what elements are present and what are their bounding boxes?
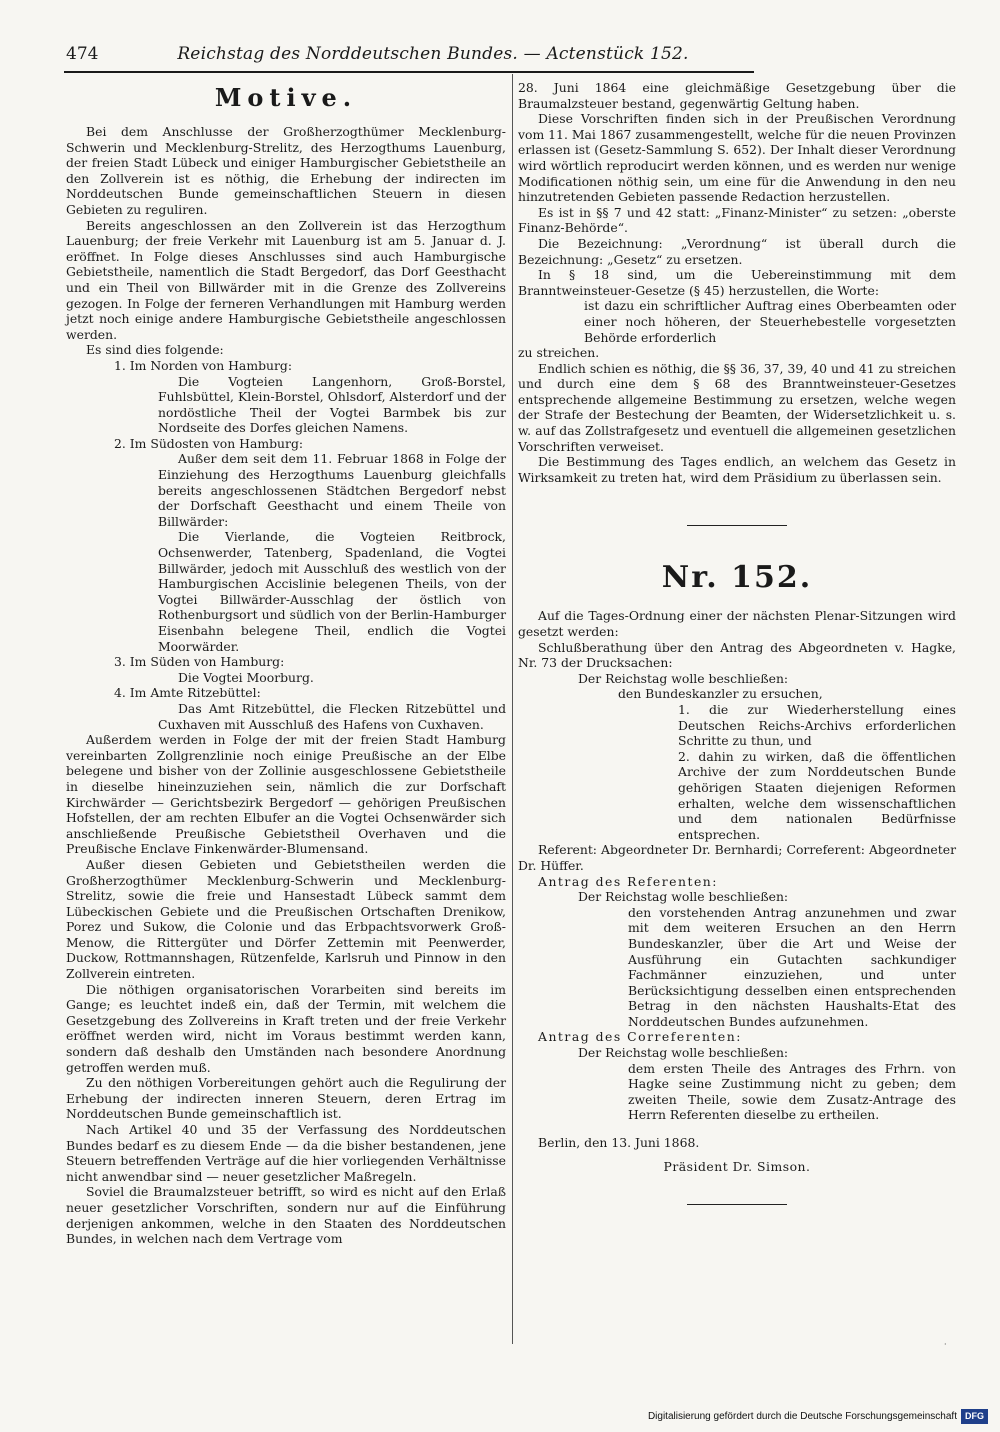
funding-note: Digitalisierung gefördert durch die Deutsche Forschungsgemeinschaft: [647, 1410, 957, 1422]
footer: [604, 1408, 988, 1424]
right-column: [518, 80, 956, 1233]
document-number-heading: Nr. 152.: [661, 560, 813, 596]
paragraph: 28. Juni 1864 eine gleichmäßige Gesetzgebung über die Braumalzsteuer bestand, gegenwärtig Geltung haben.: [518, 80, 956, 111]
speck: ·: [944, 1340, 947, 1349]
paragraph: Nach Artikel 40 und 35 der Verfassung des Norddeutschen Bundes bedarf es zu diesem Ende — da die bisher bestandenen, jene Steuern betreffenden Verträge auf die hier vorliegenden Verhältnisse nicht anwendbar sind — neuer gesetzlicher Maßregeln.: [66, 1122, 506, 1184]
enum-item-body: Die Vierlande, die Vogteien Reitbrock, Ochsenwerder, Tatenberg, Spadenland, die Vogtei Billwärder, jedoch mit Ausschluß des westlich von der Hamburgischen Accislinie belegenen Theils, von der Vogtei Billwärder-Ausschlag der östlich von Rothenburgsort und südlich von der Berlin-Hamburger Eisenbahn belegene Theil, endlich die Vogtei Moorwärder.: [158, 529, 506, 654]
enum-item-body: Die Vogteien Langenhorn, Groß-Borstel, Fuhlsbüttel, Klein-Borstel, Ohlsdorf, Alsterdorf und der nordöstliche Theil der Vogtei Barmbek bis zur Nordseite des Dorfes gleichen Namens.: [158, 373, 506, 436]
paragraph: In § 18 sind, um die Uebereinstimmung mit dem Branntweinsteuer-Gesetze (§ 45) herzustellen, die Worte:: [518, 267, 956, 298]
enum-item-body: Die Vogtei Moorburg.: [178, 669, 314, 685]
paragraph: Die Bezeichnung: „Verordnung“ ist überall durch die Bezeichnung: „Gesetz“ zu ersetzen.: [518, 235, 956, 267]
paragraph: Bereits angeschlossen an den Zollverein ist das Herzogthum Lauenburg; der freie Verkehr mit Lauenburg ist am 5. Januar d. J. eröffnet. In Folge dieses Anschlusses sind auch Hamburgische Gebietstheile, namentlich die Stadt Bergedorf, das Dorf Geesthacht und ein Theil von Billwärder mit in die Grenze des Zollvereins gezogen. In Folge der ferneren Verhandlungen mit Hamburg werden jetzt noch einige andere Hamburgische Gebietstheile angeschlossen werden.: [66, 217, 506, 342]
motion-text: den Bundeskanzler zu ersuchen,: [618, 686, 823, 702]
paragraph: Zu den nöthigen Vorbereitungen gehört auch die Regulirung der Erhebung der indirecten inneren Steuern, deren Ertrag im Norddeutschen Bunde gemeinschaftlich ist.: [66, 1075, 506, 1122]
column-divider: [512, 74, 513, 1344]
motion-text: dem ersten Theile des Antrages des Frhrn. von Hagke seine Zustimmung nicht zu geben; dem zweiten Theile, sowie dem Zusatz-Antrage des Herrn Referenten dieselbe zu ertheilen.: [628, 1060, 956, 1123]
enum-item: 3. Im Süden von Hamburg:: [114, 654, 285, 670]
paragraph: Auf die Tages-Ordnung einer der nächsten Plenar-Sitzungen wird gesetzt werden:: [518, 608, 956, 640]
paragraph: Bei dem Anschlusse der Großherzogthümer Mecklenburg-Schwerin und Mecklenburg-Strelitz, des Herzogthums Lauenburg, der freien Stadt Lübeck und einiger Hamburgischer Gebietstheile an den Zollverein ist es nöthig, die Erhebung der indirecten im Norddeutschen Bunde gemeinschaftlichen Steuern in diesen Gebieten zu reguliren.: [66, 124, 506, 217]
motion-intro: Der Reichstag wolle beschließen:: [578, 670, 789, 686]
header-rule: [64, 71, 754, 73]
enum-item: 4. Im Amte Ritzebüttel:: [114, 685, 261, 701]
motion-text: den vorstehenden Antrag anzunehmen und zwar mit dem weiteren Ersuchen an den Herrn Bundeskanzler, über die Art und Weise der Ausführung ein Gutachten sachkundiger Fachmänner einzuziehen, und unter Berücksichtigung desselben einen entsprechenden Betrag in den nächsten Haushalts-Etat des Norddeutschen Bundes aufzunehmen.: [628, 904, 956, 1029]
date-line: Berlin, den 13. Juni 1868.: [538, 1135, 700, 1151]
proposal-heading: Antrag des Referenten:: [538, 873, 718, 889]
left-column: [66, 80, 506, 1247]
paragraph: Soviel die Braumalzsteuer betrifft, so wird es nicht auf den Erlaß neuer gesetzlicher Vorschriften, sondern nur auf die Einführung derjenigen ankommen, welche in den Staaten des Norddeutschen Bundes, in welchen nach dem Vertrage vom: [66, 1184, 506, 1247]
paragraph: Außer diesen Gebieten und Gebietstheilen werden die Großherzogthümer Mecklenburg-Schwerin und Mecklenburg-Strelitz, sowie die freie und Hansestadt Lübeck sammt dem Lübeckischen Gebiete und die Preußischen Ortschaften Drenikow, Porez und Sukow, die Colonie und das Erbpachtsvorwerk Groß-Menow, die Rittergüter und Dörfer Zettemin mit Peenwerder, Duckow, Rottmannshagen, Rützenfelde, Karlsruh und Pinnow in den Zollverein eintreten.: [66, 856, 506, 982]
agenda-item: Schlußberathung über den Antrag des Abgeordneten v. Hagke, Nr. 73 der Drucksachen:: [518, 639, 956, 671]
enum-item-body: Das Amt Ritzebüttel, die Flecken Ritzebüttel und Cuxhaven mit Ausschluß des Hafens von Cuxhaven.: [158, 700, 506, 732]
paragraph: zu streichen.: [518, 345, 600, 361]
dfg-logo: DFG: [961, 1409, 988, 1424]
enum-item: 1. Im Norden von Hamburg:: [114, 357, 293, 373]
motion-intro: Der Reichstag wolle beschließen:: [578, 889, 789, 905]
motion-point: 2. dahin zu wirken, daß die öffentlichen Archive der zum Norddeutschen Bunde gehörigen Staaten diejenigen Reformen erhalten, welche dem wissenschaftlichen und dem nationalen Bedürfnisse entsprechen.: [678, 748, 956, 842]
enum-item-body: Außer dem seit dem 11. Februar 1868 in Folge der Einziehung des Herzogthums Lauenburg gleichfalls bereits angeschlossenen Städtchen Bergedorf nebst der Dorfschaft Geesthacht und einem Theile von Billwärder:: [158, 451, 506, 529]
section-separator: [687, 525, 787, 526]
motion-point: 1. die zur Wiederherstellung eines Deutschen Reichs-Archivs erforderlichen Schritte zu thun, und: [678, 702, 956, 749]
proposal-heading: Antrag des Correferenten:: [538, 1029, 742, 1045]
paragraph: Es ist in §§ 7 und 42 statt: „Finanz-Minister“ zu setzen: „oberste Finanz-Behörde“.: [518, 204, 956, 236]
page-number: 474: [66, 44, 99, 64]
section-heading-motive: Motive.: [214, 83, 358, 112]
motion-intro: Der Reichstag wolle beschließen:: [578, 1045, 789, 1061]
paragraph: Außerdem werden in Folge der mit der freien Stadt Hamburg vereinbarten Zollgrenzlinie noch einige Preußische an der Elbe belegene und bisher von der Zollinie ausgeschlossene Gebietstheile in dieselbe hineinzuziehen sein, nämlich die zur Dorfschaft Kirchwärder — Gerichtsbezirk Bergedorf — gehörigen Preußischen Hofstellen, der am rechten Elbufer an die Vogtei Ochsenwärder sich anschließende Preußische Gebietstheil Overhaven und die Preußische Enclave Finkenwärder-Blumensand.: [66, 732, 506, 857]
running-title: Reichstag des Norddeutschen Bundes. — Actenstück 152.: [177, 44, 689, 64]
paragraph: Es sind dies folgende:: [86, 342, 224, 358]
quoted-passage: ist dazu ein schriftlicher Auftrag eines Oberbeamten oder einer noch höheren, der Steuerhebestelle vorgesetzten Behörde erforderlich: [584, 298, 956, 345]
paragraph: Endlich schien es nöthig, die §§ 36, 37, 39, 40 und 41 zu streichen und durch eine dem § 68 des Branntweinsteuer-Gesetzes entsprechende allgemeine Bestimmung zu ersetzen, welche wegen der Strafe der Bestechung der Beamten, der Widersetzlichkeit u. s. w. auf das Zollstrafgesetz und eventuell die allgemeinen gesetzlichen Vorschriften verweiset.: [518, 360, 956, 454]
paragraph: Die Bestimmung des Tages endlich, an welchem das Gesetz in Wirksamkeit zu treten hat, wird dem Präsidium zu überlassen sein.: [518, 454, 956, 485]
page-header: [66, 44, 750, 68]
paragraph: Diese Vorschriften finden sich in der Preußischen Verordnung vom 11. Mai 1867 zusammengestellt, welche für die neuen Provinzen erlassen ist (Gesetz-Sammlung S. 652). Der Inhalt dieser Verordnung wird wörtlich reproducirt werden können, und es werden nur wenige Modificationen nöthig sein, um eine für die Anwendung in den neu hinzutretenden Gebieten passende Redaction herzustellen.: [518, 111, 956, 205]
section-separator: [687, 1204, 787, 1205]
signature: Präsident Dr. Simson.: [663, 1158, 811, 1174]
rapporteurs: Referent: Abgeordneter Dr. Bernhardi; Correferent: Abgeordneter Dr. Hüffer.: [518, 842, 956, 873]
paragraph: Die nöthigen organisatorischen Vorarbeiten sind bereits im Gange; es leuchtet indeß ein, daß der Termin, mit welchem die Gesetzgebung des Zollvereins in Kraft treten und der freie Verkehr eröffnet werden wird, nicht im Voraus bestimmt werden kann, sondern daß deshalb den Umständen nach besondere Anordnung getroffen werden muß.: [66, 981, 506, 1075]
enum-item: 2. Im Südosten von Hamburg:: [114, 435, 304, 451]
